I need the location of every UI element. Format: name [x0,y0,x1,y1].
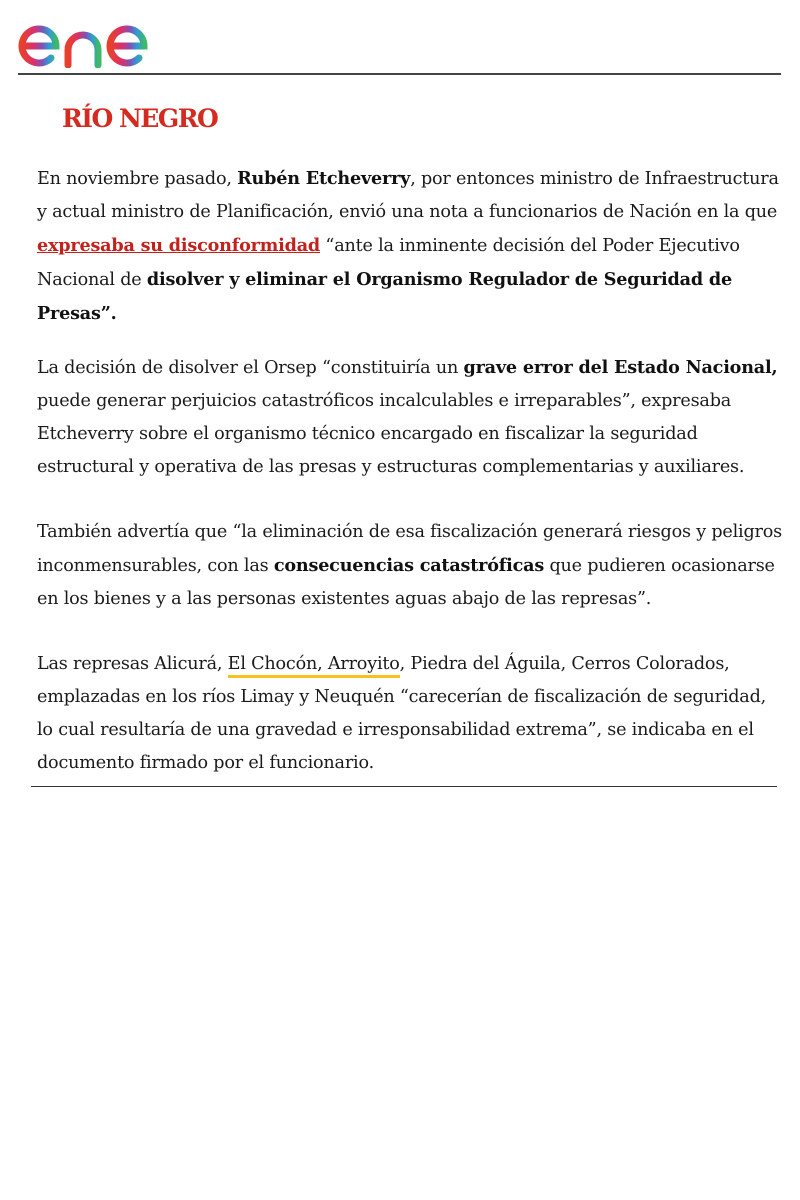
article-link[interactable]: expresaba su disconformidad [37,235,321,256]
text: “ante la inminente decisión del Poder Ejecutivo Nacional de [37,236,740,290]
source-name: RÍO NEGRO [62,104,218,133]
text: Las represas Alicurá, [37,654,228,674]
text: En noviembre pasado, [37,169,238,189]
text: La decisión de disolver el Orsep “constituiría un [37,358,464,378]
text: puede generar perjuicios catastróficos incalculables e irreparables”, expresaba Etcheverry sobre el organismo técnico encargado en fiscalizar la seguridad estructural y operativa de las presas y estructuras complementarias y auxiliares. [37,391,745,477]
footer-divider [31,786,777,787]
text: que pudieren ocasionarse en los bienes y a las personas existentes aguas abajo de las represas”. [37,556,775,609]
enel-logo [18,8,170,68]
bold-text: consecuencias catastróficas [273,555,545,576]
highlighted-text: El Chocón, Arroyito [228,654,400,678]
bold-name: Rubén Etcheverry [237,168,411,189]
text: , Piedra del Águila, Cerros Colorados, emplazadas en los ríos Limay y Neuquén “carecerían de fiscalización de seguridad, lo cual resultaría de una gravedad e irresponsabilidad extrema”, se indicaba en el documento firmado por el funcionario. [37,654,767,773]
article-body [37,162,787,800]
text: También advertía que “la eliminación de esa fiscalización generará riesgos y peligros inconmensurables, con las [37,522,782,576]
text: , por entonces ministro de Infraestructura y actual ministro de Planificación, envió una nota a funcionarios de Nación en la que [37,169,779,222]
bold-text: disolver y eliminar el Organismo Regulador de Seguridad de Presas”. [37,269,732,324]
paragraph-2 [37,351,787,484]
bold-text: grave error del Estado Nacional, [463,357,778,378]
paragraph-1 [37,162,787,331]
paragraph-4 [37,648,787,780]
header-divider [18,73,781,75]
paragraph-3 [37,516,787,616]
